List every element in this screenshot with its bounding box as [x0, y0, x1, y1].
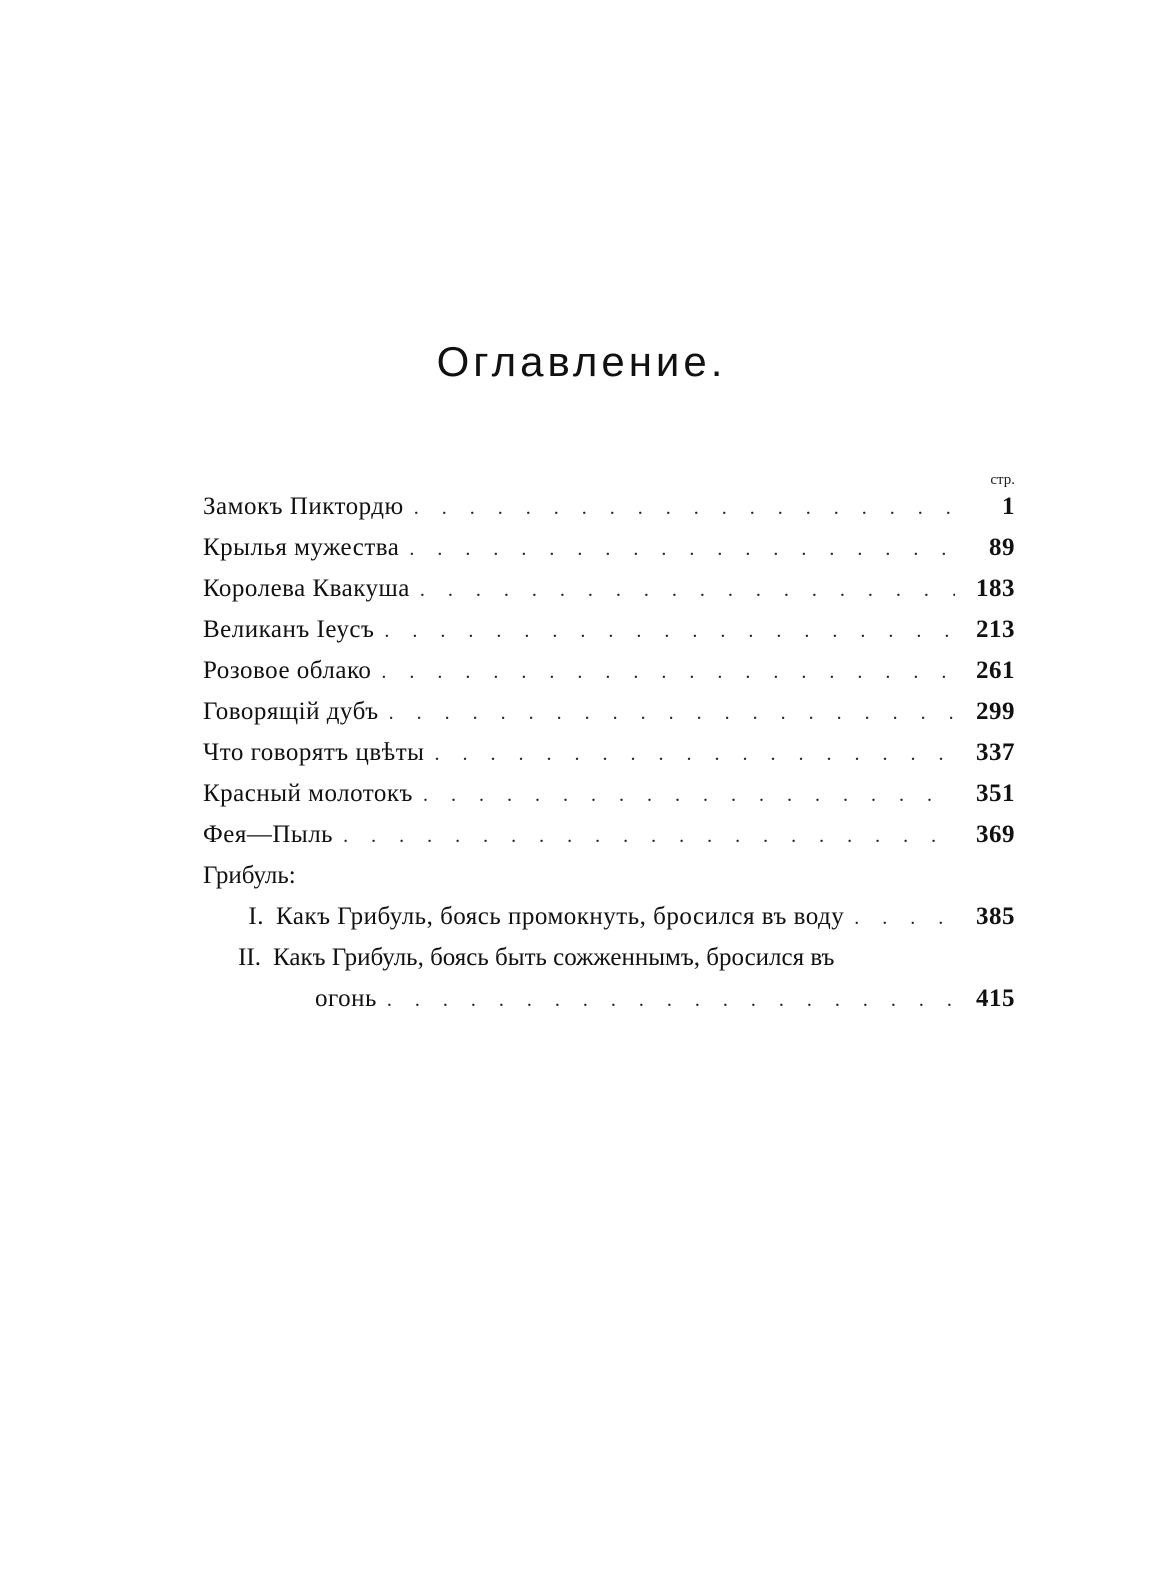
toc-section-heading: Грибуль: [203, 862, 296, 889]
toc-entry[interactable] [203, 650, 1015, 691]
dot-leader [387, 980, 955, 1021]
toc-entry-page: 337 [976, 739, 1015, 766]
dot-leader [423, 775, 955, 816]
toc-entry[interactable] [203, 609, 1015, 650]
subentry-number: I. [248, 903, 264, 930]
toc-entry-page: 213 [976, 616, 1015, 643]
dot-leader [381, 652, 955, 693]
subentry-title-continued: огонь [315, 985, 377, 1012]
page-column-header: стр. [990, 472, 1015, 488]
toc-entry-title: Крылья мужества [203, 534, 400, 561]
toc-subentry-line[interactable] [203, 937, 1015, 978]
toc-entry-title: Красный молотокъ [203, 780, 413, 807]
toc-entry-page: 369 [976, 821, 1015, 848]
dot-leader [389, 693, 955, 734]
toc-entry-page: 1 [1002, 493, 1015, 520]
toc-entry-title: Что говорятъ цвѣты [203, 739, 425, 766]
page-title: Оглавление. [436, 338, 727, 385]
toc-entry-page: 351 [976, 780, 1015, 807]
subentry-title: Какъ Грибуль, боясь промокнуть, бросился въ воду [276, 903, 845, 930]
toc-entry-title: Замокъ Пиктордю [203, 493, 404, 520]
dot-leader [434, 734, 955, 775]
toc-subentry[interactable] [203, 978, 1015, 1019]
dot-leader [409, 529, 955, 570]
subentry-number: II. [238, 944, 261, 971]
toc-entry-title: Королева Квакуша [203, 575, 410, 602]
dot-leader [414, 488, 955, 529]
dot-leader [420, 570, 955, 611]
table-of-contents [203, 486, 1015, 1019]
toc-entry[interactable] [203, 814, 1015, 855]
toc-entry-title: Говорящій дубъ [203, 698, 379, 725]
toc-entry[interactable] [203, 527, 1015, 568]
toc-subentry[interactable] [203, 896, 1015, 937]
toc-entry-page: 89 [989, 534, 1015, 561]
toc-entry[interactable] [203, 773, 1015, 814]
toc-entry[interactable] [203, 732, 1015, 773]
dot-leader [343, 816, 955, 857]
subentry-page: 385 [976, 903, 1015, 930]
dot-leader [854, 898, 955, 939]
toc-entry-page: 183 [976, 575, 1015, 602]
toc-entry-title: Фея—Пыль [203, 821, 334, 848]
toc-entry-page: 299 [976, 698, 1015, 725]
toc-entry[interactable] [203, 691, 1015, 732]
toc-entry-title: Розовое облако [203, 657, 372, 684]
toc-entry[interactable] [203, 568, 1015, 609]
subentry-page: 415 [976, 985, 1015, 1012]
toc-entry-page: 261 [976, 657, 1015, 684]
toc-entry-title: Великанъ Іеусъ [203, 616, 375, 643]
subentry-title: Какъ Грибуль, боясь быть сожженнымъ, бросился въ [273, 944, 835, 971]
toc-entry[interactable] [203, 486, 1015, 527]
dot-leader [384, 611, 955, 652]
